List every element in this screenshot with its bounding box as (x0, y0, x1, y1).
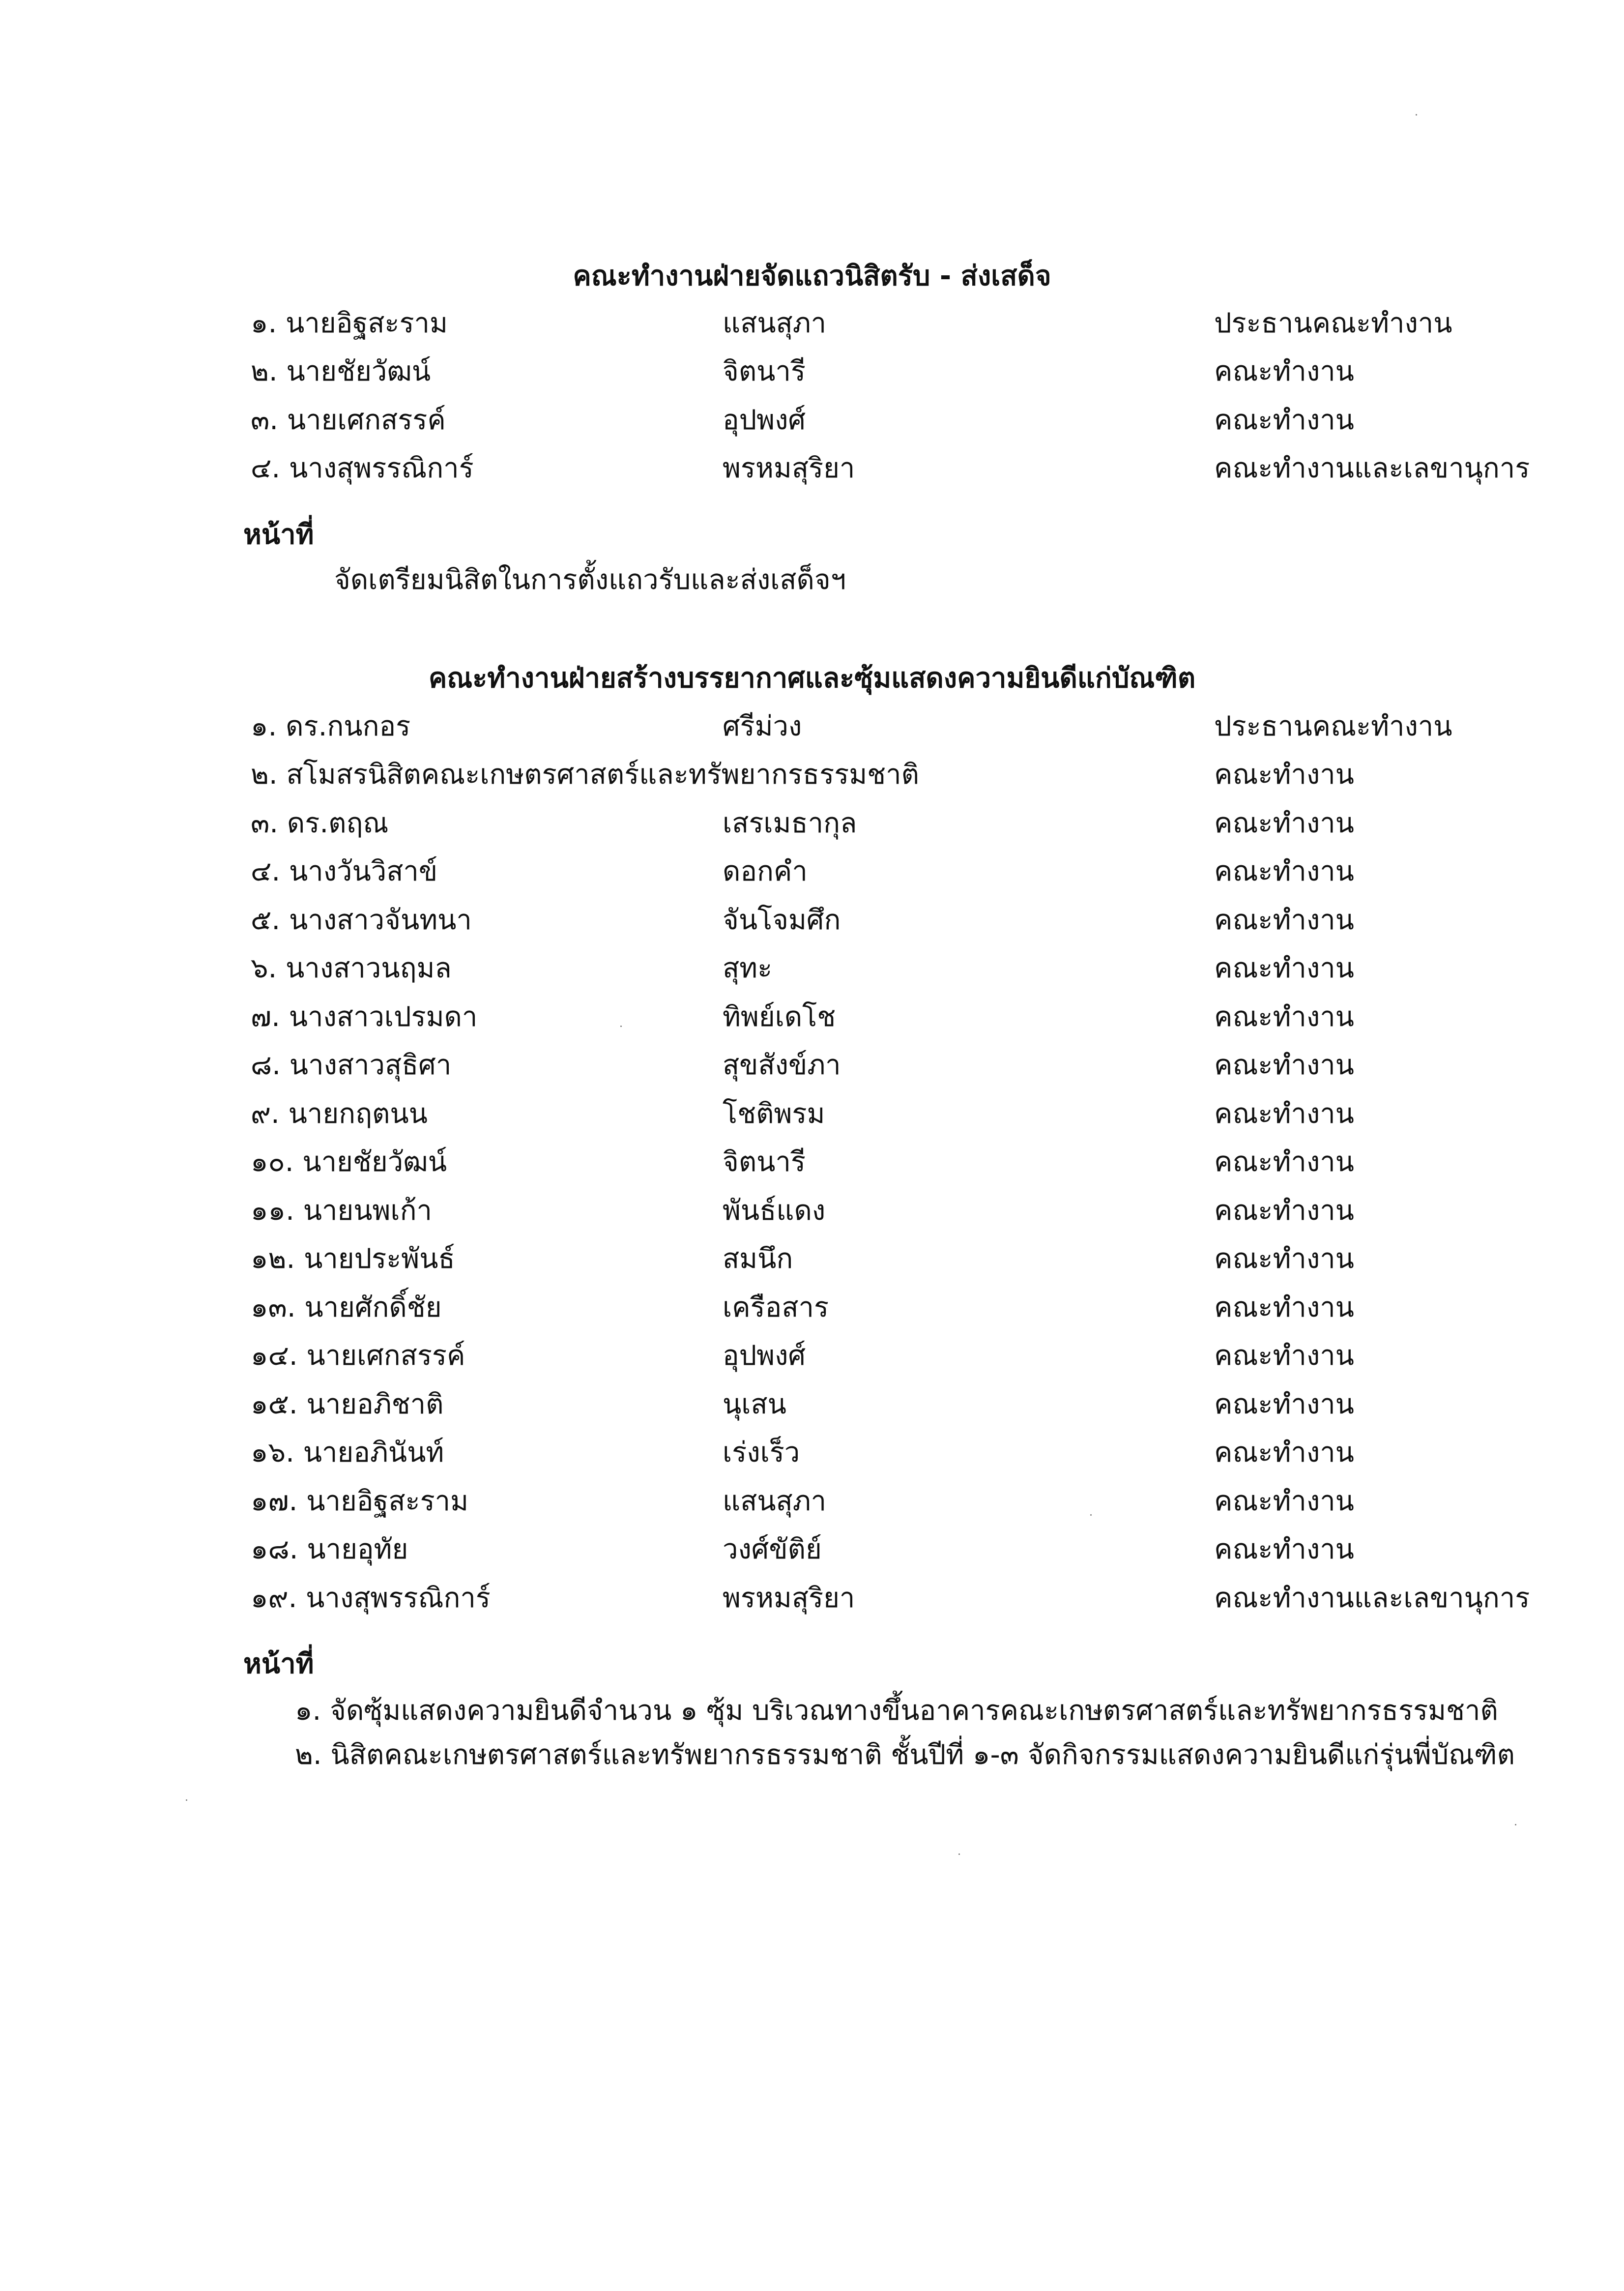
member-row (0, 751, 1624, 798)
member-first-name: ๑. ดร.กนกอร (251, 710, 411, 742)
member-first-name: ๔. นางวันวิสาข์ (251, 855, 438, 887)
member-first-name: ๑๒. นายประพันธ์ (251, 1243, 455, 1275)
member-last-name: โชติพรม (723, 1098, 825, 1130)
member-last-name: จิตนารี (723, 355, 806, 387)
member-role: คณะทำงาน (1214, 1243, 1354, 1275)
member-last-name: แสนสุภา (723, 307, 827, 339)
member-first-name: ๑๕. นายอภิชาติ (251, 1388, 444, 1420)
member-first-name: ๗. นางสาวเปรมดา (251, 1001, 478, 1033)
member-first-name: ๑๖. นายอภินันท์ (251, 1437, 444, 1469)
member-role: คณะทำงาน (1214, 1098, 1354, 1130)
member-role: คณะทำงาน (1214, 404, 1354, 436)
member-role: คณะทำงาน (1214, 1146, 1354, 1178)
member-role: คณะทำงาน (1214, 952, 1354, 984)
member-first-name: ๑๐. นายชัยวัฒน์ (251, 1146, 447, 1178)
member-role: คณะทำงาน (1214, 1437, 1354, 1469)
scan-speck (620, 1026, 622, 1027)
section-title-atmosphere-arch: คณะทำงานฝ่ายสร้างบรรยากาศและซุ้มแสดงความยินดีแก่บัณฑิต (428, 662, 1196, 694)
member-row (0, 1478, 1624, 1525)
member-last-name: พรหมสุริยา (723, 452, 855, 484)
member-role: คณะทำงาน (1214, 1340, 1354, 1372)
member-first-name: ๑๙. นางสุพรรณิการ์ (251, 1582, 491, 1614)
member-first-name: ๑๗. นายอิฐสะราม (251, 1485, 469, 1517)
member-first-name: ๘. นางสาวสุธิศา (251, 1049, 452, 1081)
member-row (0, 1429, 1624, 1476)
member-last-name: เสรเมธากุล (723, 807, 857, 839)
member-last-name: สุขสังข์ภา (723, 1049, 841, 1081)
duty-item: จัดเตรียมนิสิตในการตั้งแถวรับและส่งเสด็จฯ (334, 564, 846, 596)
member-row (0, 1187, 1624, 1234)
member-row (0, 703, 1624, 750)
member-row (0, 1526, 1624, 1573)
member-last-name: จิตนารี (723, 1146, 806, 1178)
member-last-name: วงศ์ขัติย์ (723, 1533, 822, 1565)
scan-speck (186, 1799, 187, 1801)
member-role: คณะทำงาน (1214, 1001, 1354, 1033)
duty-item: ๑. จัดซุ้มแสดงความยินดีจำนวน ๑ ซุ้ม บริเวณทางขึ้นอาคารคณะเกษตรศาสตร์และทรัพยากรธรรมชาติ (295, 1695, 1498, 1727)
member-first-name: ๓. ดร.ตฤณ (251, 807, 389, 839)
member-role: คณะทำงานและเลขานุการ (1214, 452, 1530, 484)
member-role: คณะทำงาน (1214, 1485, 1354, 1517)
member-row (0, 1235, 1624, 1283)
duty-label: หน้าที่ (243, 1648, 314, 1680)
member-role: คณะทำงาน (1214, 1292, 1354, 1323)
member-row (0, 897, 1624, 944)
member-last-name: จันโจมศึก (723, 904, 841, 936)
member-row (0, 1284, 1624, 1331)
member-last-name: พันธ์แดง (723, 1195, 826, 1227)
member-row (0, 300, 1624, 347)
member-first-name: ๕. นางสาวจันทนา (251, 904, 472, 936)
member-last-name: ทิพย์เดโช (723, 1001, 836, 1033)
member-role: คณะทำงาน (1214, 904, 1354, 936)
scan-speck (958, 1853, 960, 1855)
member-last-name: สมนึก (723, 1243, 793, 1275)
member-first-name: ๑๑. นายนพเก้า (251, 1195, 432, 1227)
member-row (0, 1332, 1624, 1380)
member-first-name: ๓. นายเศกสรรค์ (251, 404, 446, 436)
member-last-name: แสนสุภา (723, 1485, 827, 1517)
member-first-name: ๖. นางสาวนฤมล (251, 952, 452, 984)
member-role: คณะทำงาน (1214, 1195, 1354, 1227)
member-first-name: ๑. นายอิฐสะราม (251, 307, 448, 339)
member-role: ประธานคณะทำงาน (1214, 710, 1452, 742)
scan-speck (1416, 114, 1417, 116)
member-row (0, 397, 1624, 444)
member-row (0, 1575, 1624, 1622)
member-row (0, 1381, 1624, 1428)
member-last-name: พรหมสุริยา (723, 1582, 855, 1614)
member-first-name: ๒. สโมสรนิสิตคณะเกษตรศาสตร์และทรัพยากรธรรมชาติ (251, 759, 919, 791)
member-last-name: สุทะ (723, 952, 773, 984)
member-last-name: นุเสน (723, 1388, 786, 1420)
member-last-name: อุปพงศ์ (723, 1340, 806, 1372)
member-last-name: เครือสาร (723, 1292, 829, 1323)
member-last-name: อุปพงศ์ (723, 404, 806, 436)
member-row (0, 1090, 1624, 1138)
scan-speck (1515, 1824, 1516, 1825)
member-row (0, 1042, 1624, 1089)
member-role: คณะทำงาน (1214, 1388, 1354, 1420)
section-title-line-reception: คณะทำงานฝ่ายจัดแถวนิสิตรับ - ส่งเสด็จ (573, 260, 1051, 292)
scan-speck (1090, 1514, 1092, 1516)
member-row (0, 994, 1624, 1041)
duty-item: ๒. นิสิตคณะเกษตรศาสตร์และทรัพยากรธรรมชาติ ชั้นปีที่ ๑-๓ จัดกิจกรรมแสดงความยินดีแก่รุ่นพี่บัณฑิต (295, 1739, 1515, 1771)
member-row (0, 445, 1624, 492)
member-row (0, 800, 1624, 847)
member-role: คณะทำงาน (1214, 759, 1354, 791)
member-last-name: เร่งเร็ว (723, 1437, 800, 1469)
member-first-name: ๔. นางสุพรรณิการ์ (251, 452, 474, 484)
member-role: คณะทำงาน (1214, 355, 1354, 387)
member-last-name: ศรีม่วง (723, 710, 802, 742)
member-row (0, 1139, 1624, 1186)
member-role: ประธานคณะทำงาน (1214, 307, 1452, 339)
member-first-name: ๑๘. นายอุทัย (251, 1533, 408, 1565)
member-row (0, 348, 1624, 395)
member-first-name: ๑๔. นายเศกสรรค์ (251, 1340, 465, 1372)
member-role: คณะทำงานและเลขานุการ (1214, 1582, 1530, 1614)
member-first-name: ๙. นายกฤตนน (251, 1098, 428, 1130)
member-role: คณะทำงาน (1214, 1049, 1354, 1081)
member-role: คณะทำงาน (1214, 807, 1354, 839)
member-row (0, 945, 1624, 992)
member-last-name: ดอกคำ (723, 855, 808, 887)
member-role: คณะทำงาน (1214, 855, 1354, 887)
member-first-name: ๑๓. นายศักดิ์ชัย (251, 1292, 442, 1323)
duty-label: หน้าที่ (243, 519, 314, 551)
member-role: คณะทำงาน (1214, 1533, 1354, 1565)
member-first-name: ๒. นายชัยวัฒน์ (251, 355, 431, 387)
member-row (0, 848, 1624, 895)
